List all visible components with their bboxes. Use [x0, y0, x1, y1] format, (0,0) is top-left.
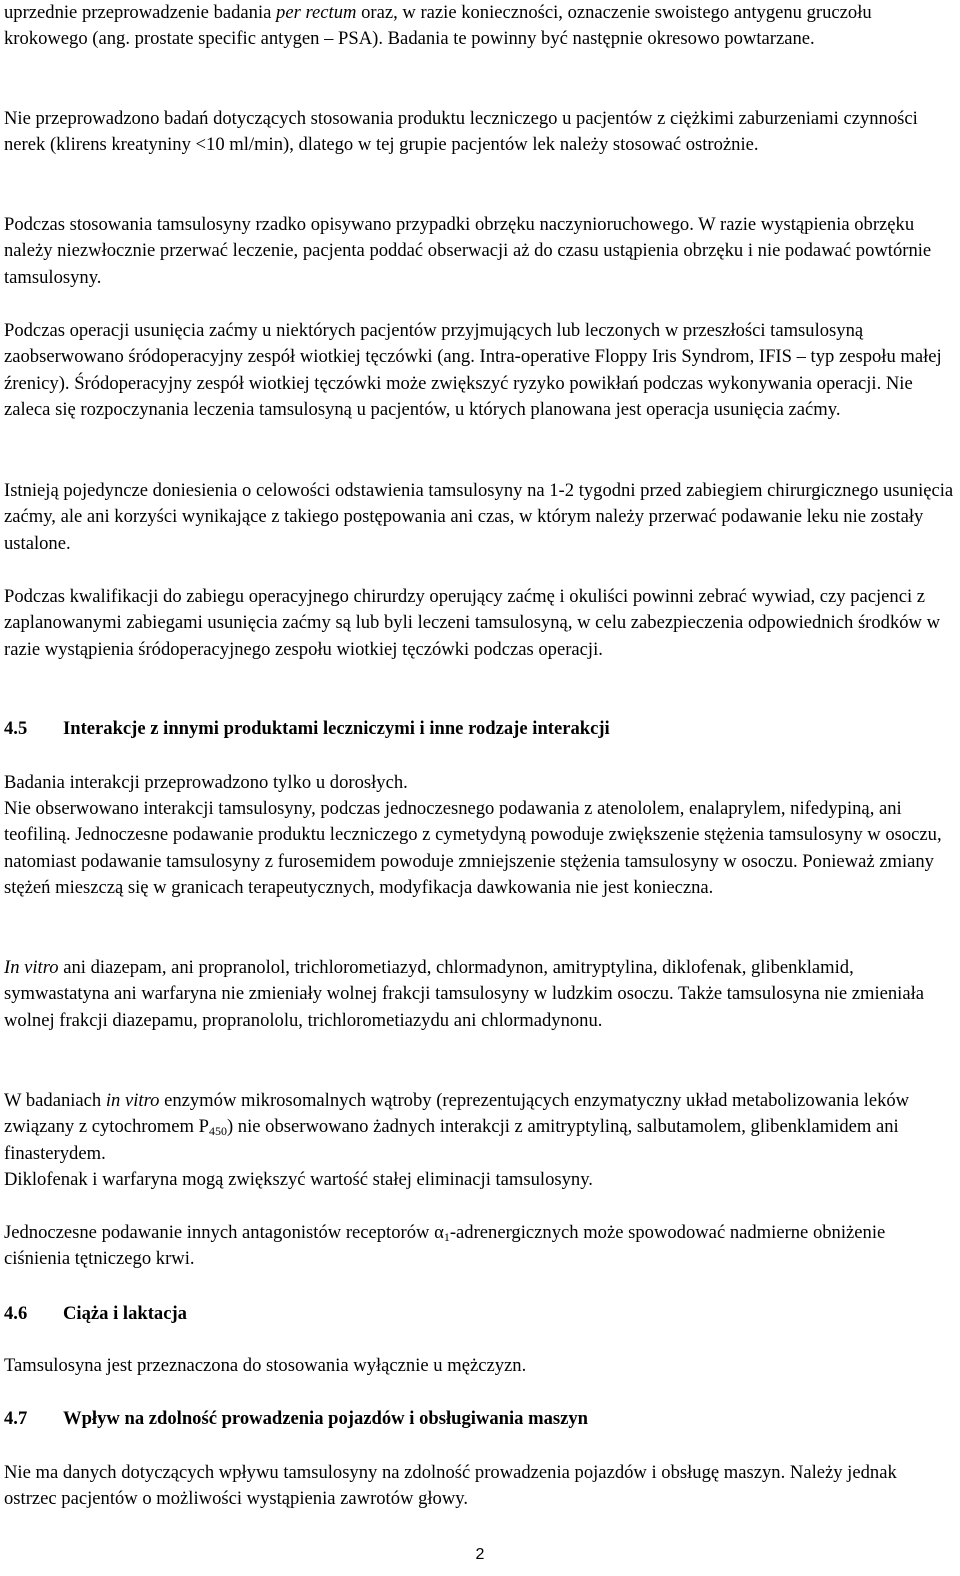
paragraph-angioedema: Podczas stosowania tamsulosyny rzadko opisywano przypadki obrzęku naczynioruchowego. W razie wystąpienia obrzęku należy niezwłocznie przerwać leczenie, pacjenta poddać obserwacji aż do czasu ustąpienia obrzęku i nie podawać powtórnie tamsulosyny.	[4, 214, 932, 288]
section-heading-4-7	[4, 1406, 954, 1432]
text-run: uprzednie przeprowadzenie badania	[4, 2, 277, 23]
section-number: 4.7	[4, 1408, 28, 1429]
text-run: ani diazepam, ani propranolol, trichlorometiazyd, chlormadynon, amitryptylina, diklofenak, glibenklamid, symwastatyna ani warfaryna nie zmieniały wolnej frakcji tamsulosyny w ludzkim osoczu. Także tamsulosyna nie zmieniała wolnej frakcji diazepamu, propranololu, trichlorometiazydu ani chlormadynonu.	[4, 957, 925, 1031]
paragraph-discontinuation: Istnieją pojedyncze doniesienia o celowości odstawienia tamsulosyny na 1-2 tygodni przed zabiegiem chirurgicznego usunięcia zaćmy, ale ani korzyści wynikające z takiego postępowania ani czas, w którym należy przerwać podawanie leku nie zostały ustalone.	[4, 480, 954, 554]
paragraph-in-vitro-binding	[4, 955, 954, 1034]
text-run: enzymów mikrosomalnych wątroby (reprezentujących enzymatyczny układ metabolizowania leków związany z cytochromem P	[4, 1090, 910, 1138]
subscript: 450	[208, 1124, 227, 1139]
section-title: Interakcje z innymi produktami leczniczymi i inne rodzaje interakcji	[63, 718, 610, 739]
paragraph-men-only: Tamsulosyna jest przeznaczona do stosowania wyłącznie u mężczyzn.	[4, 1355, 527, 1376]
paragraph-ifis: Podczas operacji usunięcia zaćmy u niektórych pacjentów przyjmujących lub leczonych w przeszłości tamsulosyną zaobserwowano śródoperacyjny zespół wiotkiej tęczówki (ang. Intra-operative Floppy Iris Syndrom, IFIS – typ zespołu małej źrenicy). Śródoperacyjny zespół wiotkiej tęczówki może zwiększyć ryzyko powikłań podczas wykonywania operacji. Nie zaleca się rozpoczynania leczenia tamsulosyną u pacjentów, u których planowana jest operacja usunięcia zaćmy.	[4, 320, 942, 420]
text-run: oraz, w razie konieczności, oznaczenie swoistego antygenu gruczołu krokowego (ang. prostate specific antygen – PSA). Badania te powinny być następnie okresowo powtarzane.	[4, 2, 872, 50]
section-heading-4-6	[4, 1301, 954, 1327]
paragraph-renal-impairment: Nie przeprowadzono badań dotyczących stosowania produktu leczniczego u pacjentów z ciężkimi zaburzeniami czynności nerek (klirens kreatyniny <10 ml/min), dlatego w tej grupie pacjentów lek należy stosować ostrożnie.	[4, 108, 918, 156]
section-title: Wpływ na zdolność prowadzenia pojazdów i obsługiwania maszyn	[63, 1408, 589, 1429]
section-heading-4-5	[4, 716, 954, 742]
paragraph-driving: Nie ma danych dotyczących wpływu tamsulosyny na zdolność prowadzenia pojazdów i obsługę maszyn. Należy jednak ostrzec pacjentów o możliwości wystąpienia zawrotów głowy.	[4, 1462, 897, 1510]
subscript: 1	[443, 1230, 450, 1244]
paragraph-microsomal-enzymes	[4, 1088, 954, 1167]
section-number: 4.6	[4, 1303, 28, 1324]
text-run: -adrenergicznych może spowodować nadmierne obniżenie ciśnienia tętniczego krwi.	[4, 1222, 886, 1270]
italic-text: per rectum	[276, 2, 357, 23]
paragraph-diclofenac-warfarin: Diklofenak i warfaryna mogą zwiększyć wartość stałej eliminacji tamsulosyny.	[4, 1169, 593, 1190]
section-number: 4.5	[4, 718, 28, 739]
paragraph-alpha-antagonists	[4, 1220, 954, 1273]
text-run: Jednoczesne podawanie innych antagonistów receptorów α	[4, 1222, 444, 1243]
text-run: ) nie obserwowano żadnych interakcji z amitryptyliną, salbutamolem, glibenklamidem ani finasterydem.	[4, 1116, 899, 1164]
paragraph-psa-testing	[4, 0, 954, 53]
italic-text: In vitro	[4, 957, 59, 978]
italic-text: in vitro	[105, 1090, 160, 1111]
section-title: Ciąża i laktacja	[63, 1303, 187, 1324]
text-run: W badaniach	[4, 1090, 106, 1111]
paragraph-interactions-observed: Nie obserwowano interakcji tamsulosyny, podczas jednoczesnego podawania z atenololem, enalaprylem, nifedypiną, ani teofiliną. Jednoczesne podawanie produktu leczniczego z cymetydyną powoduje zwiększenie stężenia tamsulosyny w osoczu, natomiast podawanie tamsulosyny z furosemidem powoduje zmniejszenie stężenia tamsulosyny w osoczu. Ponieważ zmiany stężeń mieszczą się w granicach terapeutycznych, modyfikacja dawkowania nie jest konieczna.	[4, 798, 942, 898]
page-number: 2	[475, 1546, 485, 1563]
paragraph-qualification: Podczas kwalifikacji do zabiegu operacyjnego chirurdzy operujący zaćmę i okuliści powinni zebrać wywiad, czy pacjenci z zaplanowanymi zabiegami usunięcia zaćmy są lub byli leczeni tamsulosyną, w celu zabezpieczenia odpowiednich środków w razie wystąpienia śródoperacyjnego zespołu wiotkiej tęczówki podczas operacji.	[4, 586, 941, 660]
paragraph-interaction-studies: Badania interakcji przeprowadzono tylko u dorosłych.	[4, 772, 408, 793]
